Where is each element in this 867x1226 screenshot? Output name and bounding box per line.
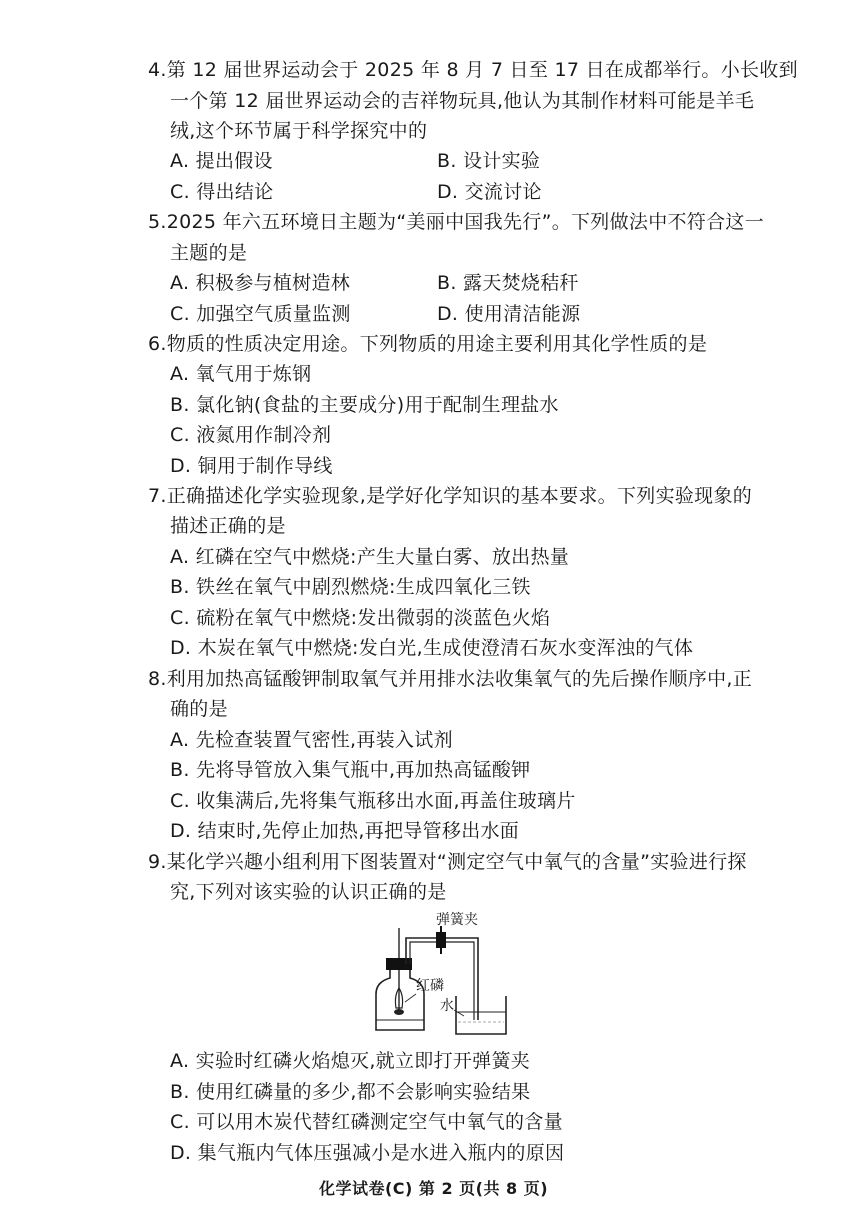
q6-option-b: B. 氯化钠(食盐的主要成分)用于配制生理盐水: [170, 394, 559, 416]
q6-option-c: C. 液氮用作制冷剂: [170, 424, 332, 446]
q8-stem-line-2: 确的是: [170, 698, 228, 720]
q8-option-c: C. 收集满后,先将集气瓶移出水面,再盖住玻璃片: [170, 790, 576, 812]
q5-stem-line-2: 主题的是: [170, 242, 248, 264]
q7-stem-line-1: 7.正确描述化学实验现象,是学好化学知识的基本要求。下列实验现象的: [148, 485, 753, 507]
q8-option-a: A. 先检查装置气密性,再装入试剂: [170, 729, 453, 751]
q9-stem-line-1: 9.某化学兴趣小组利用下图装置对“测定空气中氧气的含量”实验进行探: [148, 851, 747, 873]
q4-option-d: D. 交流讨论: [437, 181, 542, 203]
q7-option-a: A. 红磷在空气中燃烧:产生大量白雾、放出热量: [170, 546, 570, 568]
q8-option-d: D. 结束时,先停止加热,再把导管移出水面: [170, 820, 520, 842]
q5-option-b: B. 露天焚烧秸秆: [437, 272, 579, 294]
phosphorus-label: 红磷: [416, 978, 444, 994]
combustion-spoon: [394, 1009, 404, 1015]
q7-option-c: C. 硫粉在氧气中燃烧:发出微弱的淡蓝色火焰: [170, 607, 551, 629]
apparatus-drawing: [372, 912, 512, 1038]
q4-stem-line-3: 绒,这个环节属于科学探究中的: [170, 120, 428, 142]
q7-stem-line-2: 描述正确的是: [170, 515, 286, 537]
beaker: [456, 996, 506, 1034]
water-label: 水: [440, 998, 454, 1014]
clamp-label: 弹簧夹: [436, 912, 478, 928]
q4-stem-line-1: 4.第 12 届世界运动会于 2025 年 8 月 7 日至 17 日在成都举行。小长收到: [148, 59, 798, 81]
q4-option-c: C. 得出结论: [170, 181, 274, 203]
q9-option-d: D. 集气瓶内气体压强减小是水进入瓶内的原因: [170, 1142, 565, 1164]
q4-option-a: A. 提出假设: [170, 150, 273, 172]
q5-option-d: D. 使用清洁能源: [437, 303, 581, 325]
q5-option-a: A. 积极参与植树造林: [170, 272, 351, 294]
q6-option-a: A. 氧气用于炼钢: [170, 363, 312, 385]
q7-option-d: D. 木炭在氧气中燃烧:发白光,生成使澄清石灰水变浑浊的气体: [170, 637, 694, 659]
q5-stem-line-1: 5.2025 年六五环境日主题为“美丽中国我先行”。下列做法中不符合这一: [148, 211, 765, 233]
q4-stem-line-2: 一个第 12 届世界运动会的吉祥物玩具,他认为其制作材料可能是羊毛: [170, 90, 755, 112]
q5-option-c: C. 加强空气质量监测: [170, 303, 351, 325]
q8-option-b: B. 先将导管放入集气瓶中,再加热高锰酸钾: [170, 759, 531, 781]
rubber-stopper: [386, 958, 412, 970]
q8-stem-line-1: 8.利用加热高锰酸钾制取氧气并用排水法收集氧气的先后操作顺序中,正: [148, 668, 753, 690]
q9-stem-line-2: 究,下列对该实验的认识正确的是: [170, 881, 447, 903]
page-footer: 化学试卷(C) 第 2 页(共 8 页): [318, 1179, 549, 1198]
q6-stem-line-1: 6.物质的性质决定用途。下列物质的用途主要利用其化学性质的是: [148, 333, 708, 355]
q9-option-a: A. 实验时红磷火焰熄灭,就立即打开弹簧夹: [170, 1050, 531, 1072]
q4-option-b: B. 设计实验: [437, 150, 541, 172]
apparatus-figure: [372, 912, 512, 1038]
q7-option-b: B. 铁丝在氧气中剧烈燃烧:生成四氧化三铁: [170, 576, 531, 598]
q9-option-c: C. 可以用木炭代替红磷测定空气中氧气的含量: [170, 1111, 563, 1133]
q6-option-d: D. 铜用于制作导线: [170, 455, 333, 477]
q9-option-b: B. 使用红磷量的多少,都不会影响实验结果: [170, 1081, 531, 1103]
